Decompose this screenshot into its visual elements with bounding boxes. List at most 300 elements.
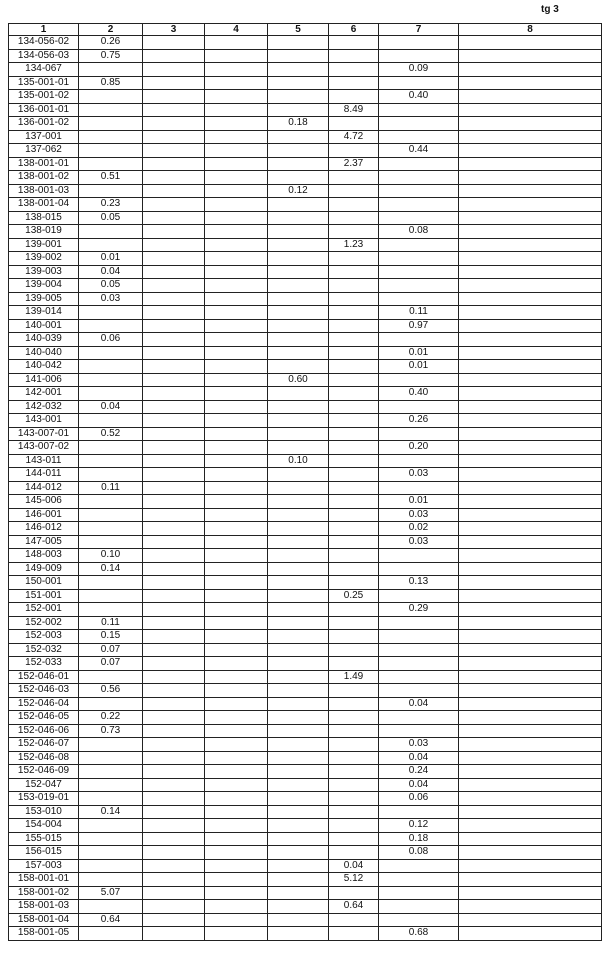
table-row [9,252,602,266]
value-cell-col-4 [205,643,268,657]
table-row [9,238,602,252]
value-cell-col-2: 5.07 [79,886,143,900]
value-cell-col-7 [379,562,459,576]
table-row [9,468,602,482]
row-id-cell: 152-046-04 [9,697,79,711]
table-row [9,886,602,900]
row-id-cell: 139-004 [9,279,79,293]
value-cell-col-8 [459,306,602,320]
value-cell-col-5 [268,765,329,779]
value-cell-col-7 [379,481,459,495]
value-cell-col-7: 0.24 [379,765,459,779]
value-cell-col-7 [379,252,459,266]
row-id-cell: 158-001-05 [9,927,79,941]
value-cell-col-2 [79,103,143,117]
value-cell-col-6 [329,265,379,279]
row-id-cell: 141-006 [9,373,79,387]
value-cell-col-2 [79,387,143,401]
value-cell-col-4 [205,333,268,347]
value-cell-col-6 [329,562,379,576]
value-cell-col-7 [379,670,459,684]
value-cell-col-8 [459,900,602,914]
value-cell-col-4 [205,252,268,266]
value-cell-col-3 [143,873,205,887]
value-cell-col-6 [329,427,379,441]
value-cell-col-4 [205,225,268,239]
value-cell-col-4 [205,481,268,495]
value-cell-col-6 [329,279,379,293]
value-cell-col-4 [205,265,268,279]
value-cell-col-4 [205,130,268,144]
value-cell-col-2: 0.04 [79,265,143,279]
value-cell-col-3 [143,724,205,738]
value-cell-col-8 [459,603,602,617]
value-cell-col-3 [143,333,205,347]
value-cell-col-6 [329,657,379,671]
table-row [9,900,602,914]
value-cell-col-3 [143,630,205,644]
value-cell-col-5 [268,90,329,104]
value-cell-col-5 [268,211,329,225]
value-cell-col-2: 0.14 [79,805,143,819]
value-cell-col-7: 0.68 [379,927,459,941]
value-cell-col-3 [143,441,205,455]
value-cell-col-2 [79,535,143,549]
value-cell-col-6 [329,360,379,374]
value-cell-col-8 [459,360,602,374]
value-cell-col-4 [205,49,268,63]
value-cell-col-7 [379,400,459,414]
value-cell-col-6: 1.49 [329,670,379,684]
value-cell-col-3 [143,292,205,306]
value-cell-col-4 [205,711,268,725]
value-cell-col-6 [329,171,379,185]
value-cell-col-4 [205,657,268,671]
value-cell-col-5 [268,319,329,333]
value-cell-col-7 [379,157,459,171]
value-cell-col-2 [79,846,143,860]
value-cell-col-2 [79,670,143,684]
value-cell-col-4 [205,36,268,50]
row-id-cell: 153-019-01 [9,792,79,806]
value-cell-col-6 [329,333,379,347]
table-row [9,63,602,77]
value-cell-col-5 [268,495,329,509]
row-id-cell: 152-047 [9,778,79,792]
value-cell-col-7 [379,873,459,887]
table-row [9,265,602,279]
value-cell-col-3 [143,616,205,630]
value-cell-col-4 [205,414,268,428]
value-cell-col-2 [79,927,143,941]
value-cell-col-8 [459,265,602,279]
value-cell-col-5 [268,130,329,144]
page-marker: tg 3 [541,4,559,15]
value-cell-col-4 [205,805,268,819]
value-cell-col-2 [79,508,143,522]
value-cell-col-4 [205,832,268,846]
value-cell-col-4 [205,360,268,374]
table-row [9,76,602,90]
value-cell-col-5 [268,643,329,657]
value-cell-col-3 [143,103,205,117]
row-id-cell: 146-012 [9,522,79,536]
table-row [9,333,602,347]
value-cell-col-8 [459,886,602,900]
value-cell-col-8 [459,225,602,239]
value-cell-col-4 [205,738,268,752]
table-row [9,670,602,684]
value-cell-col-5 [268,792,329,806]
value-cell-col-7 [379,292,459,306]
value-cell-col-6 [329,36,379,50]
value-cell-col-5 [268,603,329,617]
value-cell-col-4 [205,117,268,131]
value-cell-col-3 [143,481,205,495]
row-id-cell: 140-040 [9,346,79,360]
value-cell-col-5 [268,900,329,914]
row-id-cell: 138-019 [9,225,79,239]
value-cell-col-5 [268,279,329,293]
value-cell-col-4 [205,697,268,711]
value-cell-col-2 [79,319,143,333]
row-id-cell: 158-001-01 [9,873,79,887]
value-cell-col-5 [268,103,329,117]
value-cell-col-6 [329,765,379,779]
value-cell-col-5 [268,724,329,738]
value-cell-col-4 [205,279,268,293]
table-row [9,697,602,711]
value-cell-col-8 [459,589,602,603]
table-row [9,495,602,509]
value-cell-col-7: 0.01 [379,495,459,509]
row-id-cell: 142-032 [9,400,79,414]
value-cell-col-4 [205,76,268,90]
value-cell-col-3 [143,238,205,252]
value-cell-col-4 [205,387,268,401]
value-cell-col-8 [459,751,602,765]
value-cell-col-2 [79,238,143,252]
value-cell-col-8 [459,76,602,90]
value-cell-col-7 [379,589,459,603]
value-cell-col-8 [459,117,602,131]
value-cell-col-4 [205,441,268,455]
table-row [9,873,602,887]
value-cell-col-5 [268,913,329,927]
value-cell-col-2 [79,778,143,792]
value-cell-col-6 [329,387,379,401]
value-cell-col-4 [205,724,268,738]
column-header-3: 3 [143,24,205,36]
value-cell-col-3 [143,778,205,792]
value-cell-col-8 [459,441,602,455]
value-cell-col-3 [143,832,205,846]
value-cell-col-8 [459,333,602,347]
row-id-cell: 152-046-08 [9,751,79,765]
value-cell-col-2 [79,603,143,617]
value-cell-col-5 [268,333,329,347]
value-cell-col-5 [268,616,329,630]
value-cell-col-7 [379,238,459,252]
value-cell-col-2: 0.11 [79,616,143,630]
column-header-5: 5 [268,24,329,36]
value-cell-col-4 [205,468,268,482]
value-cell-col-7 [379,103,459,117]
row-id-cell: 137-001 [9,130,79,144]
value-cell-col-6 [329,373,379,387]
value-cell-col-7: 0.40 [379,90,459,104]
table-row [9,130,602,144]
row-id-cell: 156-015 [9,846,79,860]
value-cell-col-8 [459,846,602,860]
value-cell-col-4 [205,346,268,360]
value-cell-col-2: 0.11 [79,481,143,495]
value-cell-col-7 [379,49,459,63]
value-cell-col-2: 0.73 [79,724,143,738]
value-cell-col-8 [459,711,602,725]
table-row [9,859,602,873]
table-row [9,778,602,792]
value-cell-col-6 [329,292,379,306]
value-cell-col-5: 0.10 [268,454,329,468]
value-cell-col-3 [143,265,205,279]
value-cell-col-4 [205,427,268,441]
column-header-6: 6 [329,24,379,36]
value-cell-col-5 [268,198,329,212]
value-cell-col-2 [79,360,143,374]
value-cell-col-3 [143,711,205,725]
value-cell-col-3 [143,697,205,711]
value-cell-col-4 [205,63,268,77]
value-cell-col-3 [143,279,205,293]
table-row [9,117,602,131]
row-id-cell: 143-001 [9,414,79,428]
value-cell-col-8 [459,805,602,819]
row-id-cell: 135-001-01 [9,76,79,90]
value-cell-col-6 [329,751,379,765]
value-cell-col-8 [459,373,602,387]
value-cell-col-8 [459,778,602,792]
value-cell-col-6 [329,724,379,738]
row-id-cell: 138-001-01 [9,157,79,171]
value-cell-col-7: 0.40 [379,387,459,401]
row-id-cell: 151-001 [9,589,79,603]
value-cell-col-8 [459,319,602,333]
value-cell-col-7: 0.03 [379,468,459,482]
table-row [9,171,602,185]
value-cell-col-5 [268,265,329,279]
row-id-cell: 138-001-03 [9,184,79,198]
table-row [9,319,602,333]
value-cell-col-5 [268,859,329,873]
value-cell-col-7 [379,265,459,279]
table-row [9,292,602,306]
value-cell-col-2: 0.56 [79,684,143,698]
value-cell-col-4 [205,535,268,549]
value-cell-col-2 [79,225,143,239]
table-row [9,535,602,549]
value-cell-col-3 [143,535,205,549]
value-cell-col-7: 0.29 [379,603,459,617]
row-id-cell: 134-067 [9,63,79,77]
row-id-cell: 143-007-01 [9,427,79,441]
value-cell-col-2 [79,495,143,509]
value-cell-col-3 [143,913,205,927]
value-cell-col-4 [205,103,268,117]
value-cell-col-7: 0.20 [379,441,459,455]
table-row [9,90,602,104]
value-cell-col-6 [329,184,379,198]
value-cell-col-4 [205,454,268,468]
value-cell-col-6 [329,225,379,239]
value-cell-col-5 [268,630,329,644]
value-cell-col-6 [329,616,379,630]
row-id-cell: 136-001-01 [9,103,79,117]
row-id-cell: 150-001 [9,576,79,590]
value-cell-col-5 [268,589,329,603]
value-cell-col-7: 0.01 [379,346,459,360]
value-cell-col-7: 0.04 [379,697,459,711]
table-row [9,846,602,860]
value-cell-col-6: 2.37 [329,157,379,171]
value-cell-col-8 [459,157,602,171]
value-cell-col-3 [143,211,205,225]
value-cell-col-7: 0.06 [379,792,459,806]
value-cell-col-7 [379,184,459,198]
value-cell-col-8 [459,468,602,482]
value-cell-col-3 [143,387,205,401]
value-cell-col-8 [459,90,602,104]
row-id-cell: 152-033 [9,657,79,671]
value-cell-col-6 [329,603,379,617]
value-cell-col-3 [143,49,205,63]
value-cell-col-8 [459,549,602,563]
value-cell-col-8 [459,832,602,846]
value-cell-col-7: 0.97 [379,319,459,333]
value-cell-col-5 [268,76,329,90]
value-cell-col-5 [268,778,329,792]
value-cell-col-4 [205,927,268,941]
value-cell-col-4 [205,886,268,900]
table-row [9,481,602,495]
value-cell-col-3 [143,36,205,50]
value-cell-col-2: 0.51 [79,171,143,185]
value-cell-col-4 [205,508,268,522]
value-cell-col-3 [143,886,205,900]
value-cell-col-4 [205,495,268,509]
table-row [9,589,602,603]
value-cell-col-7: 0.44 [379,144,459,158]
row-id-cell: 158-001-03 [9,900,79,914]
value-cell-col-3 [143,751,205,765]
value-cell-col-6 [329,684,379,698]
value-cell-col-6 [329,346,379,360]
table-row [9,427,602,441]
value-cell-col-3 [143,589,205,603]
value-cell-col-4 [205,859,268,873]
value-cell-col-8 [459,130,602,144]
value-cell-col-7 [379,427,459,441]
table-row [9,49,602,63]
value-cell-col-7 [379,373,459,387]
value-cell-col-2 [79,63,143,77]
value-cell-col-8 [459,36,602,50]
value-cell-col-8 [459,495,602,509]
value-cell-col-5 [268,144,329,158]
value-cell-col-8 [459,576,602,590]
row-id-cell: 154-004 [9,819,79,833]
value-cell-col-6 [329,481,379,495]
value-cell-col-8 [459,211,602,225]
row-id-cell: 144-012 [9,481,79,495]
value-cell-col-5 [268,832,329,846]
value-cell-col-7: 0.08 [379,846,459,860]
table-row [9,616,602,630]
value-cell-col-4 [205,144,268,158]
value-cell-col-4 [205,846,268,860]
row-id-cell: 138-015 [9,211,79,225]
table-body [9,36,602,941]
value-cell-col-3 [143,373,205,387]
value-cell-col-3 [143,927,205,941]
value-cell-col-6 [329,508,379,522]
value-cell-col-6 [329,792,379,806]
value-cell-col-2 [79,522,143,536]
value-cell-col-5 [268,63,329,77]
table-row [9,832,602,846]
row-id-cell: 153-010 [9,805,79,819]
value-cell-col-6: 0.04 [329,859,379,873]
row-id-cell: 152-046-01 [9,670,79,684]
value-cell-col-3 [143,76,205,90]
value-cell-col-8 [459,913,602,927]
value-cell-col-7: 0.04 [379,778,459,792]
value-cell-col-3 [143,684,205,698]
table-row [9,198,602,212]
value-cell-col-3 [143,468,205,482]
value-cell-col-2 [79,468,143,482]
row-id-cell: 143-011 [9,454,79,468]
value-cell-col-2: 0.04 [79,400,143,414]
value-cell-col-8 [459,387,602,401]
value-cell-col-3 [143,427,205,441]
value-cell-col-3 [143,319,205,333]
row-id-cell: 140-001 [9,319,79,333]
value-cell-col-4 [205,184,268,198]
value-cell-col-6 [329,886,379,900]
row-id-cell: 143-007-02 [9,441,79,455]
value-cell-col-8 [459,346,602,360]
value-cell-col-5 [268,711,329,725]
value-cell-col-7 [379,886,459,900]
value-cell-col-2 [79,144,143,158]
value-cell-col-5 [268,252,329,266]
value-cell-col-5 [268,468,329,482]
row-id-cell: 152-046-03 [9,684,79,698]
value-cell-col-4 [205,603,268,617]
value-cell-col-7 [379,711,459,725]
value-cell-col-8 [459,643,602,657]
value-cell-col-3 [143,549,205,563]
value-cell-col-3 [143,252,205,266]
value-cell-col-7: 0.12 [379,819,459,833]
value-cell-col-4 [205,211,268,225]
value-cell-col-5: 0.18 [268,117,329,131]
value-cell-col-6 [329,643,379,657]
table-row [9,724,602,738]
value-cell-col-8 [459,697,602,711]
table-row [9,913,602,927]
